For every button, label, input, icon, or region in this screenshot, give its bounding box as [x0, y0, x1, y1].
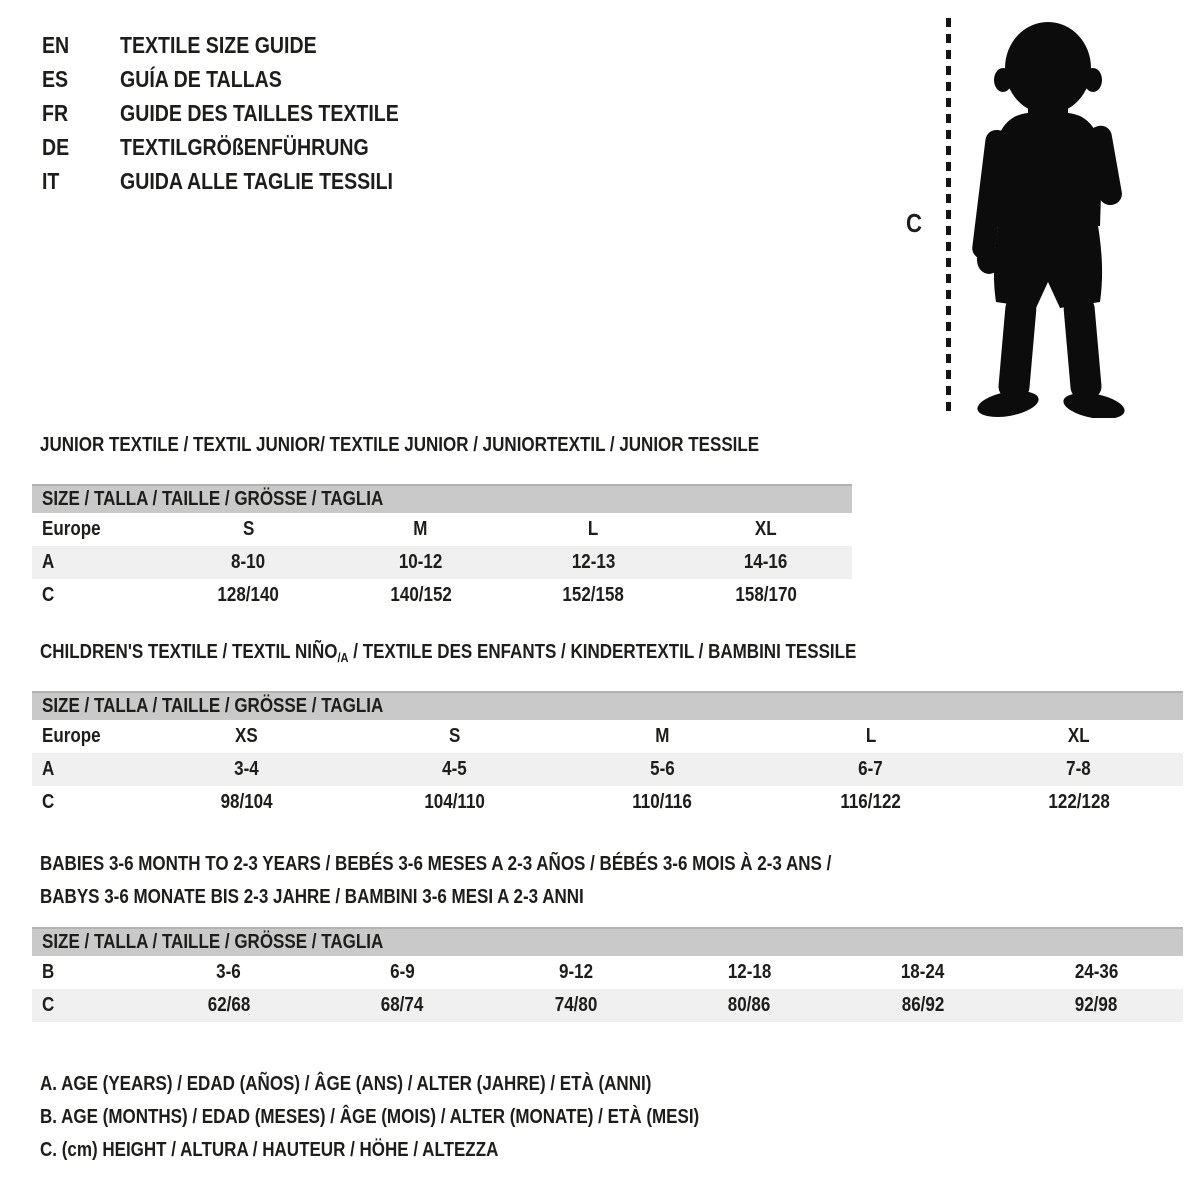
legend-line-a: A. AGE (YEARS) / EDAD (AÑOS) / ÂGE (ANS) / ALTER (JAHRE) / ETÀ (ANNI) [40, 1073, 652, 1095]
size-cell: S [448, 725, 460, 747]
size-cell: 3-4 [233, 758, 259, 780]
size-cell: L [865, 725, 876, 747]
lang-row-it [42, 164, 448, 198]
language-title-list [42, 28, 448, 198]
size-cell: M [413, 518, 428, 540]
size-cell: XS [234, 725, 258, 747]
size-cell: 62/68 [207, 994, 251, 1016]
row-label: A [42, 551, 55, 573]
size-header-band: SIZE / TALLA / TAILLE / GRÖSSE / TAGLIA [32, 927, 1183, 956]
children-size-table [32, 691, 1183, 819]
size-cell: L [588, 518, 599, 540]
size-cell: 152/158 [562, 584, 624, 606]
size-cell: 92/98 [1074, 994, 1118, 1016]
size-cell: S [242, 518, 254, 540]
table-row [32, 513, 852, 546]
size-cell: 128/140 [217, 584, 279, 606]
table-row [32, 989, 1183, 1022]
size-cell: 18-24 [901, 961, 945, 983]
size-cell: 104/110 [424, 791, 485, 813]
lang-title: GUÍA DE TALLAS [120, 65, 282, 92]
babies-section-title-line2: BABYS 3-6 MONATE BIS 2-3 JAHRE / BAMBINI 3-6 MESI A 2-3 ANNI [40, 886, 584, 908]
row-label: Europe [42, 518, 101, 540]
legend-line-c: C. (cm) HEIGHT / ALTURA / HAUTEUR / HÖHE / ALTEZZA [40, 1139, 499, 1161]
babies-size-table [32, 927, 1183, 1022]
size-cell: 24-36 [1074, 961, 1118, 983]
lang-code: FR [42, 99, 69, 126]
size-cell: 80/86 [727, 994, 771, 1016]
table-row [32, 753, 1183, 786]
size-cell: 7-8 [1066, 758, 1092, 780]
table-row [32, 720, 1183, 753]
size-cell: 8-10 [231, 551, 266, 573]
size-cell: 10-12 [399, 551, 443, 573]
size-cell: 74/80 [554, 994, 598, 1016]
lang-code: DE [42, 133, 70, 160]
row-label: C [42, 994, 55, 1016]
row-label: C [42, 791, 55, 813]
size-cell: 110/116 [632, 791, 693, 813]
height-measure-label: C [906, 208, 922, 238]
size-cell: XL [754, 518, 777, 540]
size-header-band: SIZE / TALLA / TAILLE / GRÖSSE / TAGLIA [32, 691, 1183, 720]
size-cell: 12-13 [571, 551, 615, 573]
row-label: Europe [42, 725, 101, 747]
size-cell: 68/74 [380, 994, 424, 1016]
lang-title: GUIDE DES TAILLES TEXTILE [120, 99, 399, 126]
lang-row-fr [42, 96, 448, 130]
babies-section-title-line1: BABIES 3-6 MONTH TO 2-3 YEARS / BEBÉS 3-6 MESES A 2-3 AÑOS / BÉBÉS 3-6 MOIS À 2-3 ANS / [40, 853, 832, 875]
size-cell: 3-6 [216, 961, 242, 983]
lang-title: TEXTILGRÖßENFÜHRUNG [120, 133, 369, 160]
size-cell: 158/170 [735, 584, 797, 606]
row-label: B [42, 961, 55, 983]
row-label: C [42, 584, 55, 606]
toddler-silhouette-icon [960, 14, 1140, 418]
size-cell: XL [1068, 725, 1090, 747]
legend-line-b: B. AGE (MONTHS) / EDAD (MESES) / ÂGE (MOIS) / ALTER (MONATE) / ETÀ (MESI) [40, 1106, 700, 1128]
size-cell: 5-6 [650, 758, 675, 780]
junior-size-table [32, 484, 852, 612]
lang-title: TEXTILE SIZE GUIDE [120, 31, 317, 58]
size-cell: 4-5 [442, 758, 467, 780]
row-label: A [42, 758, 55, 780]
lang-code: IT [42, 167, 60, 194]
children-section-title: CHILDREN'S TEXTILE / TEXTIL $NIÑO_{/A}$ / TEXTILE DES ENFANTS / KINDERTEXTIL / BAMBINI TESSILE [40, 641, 857, 665]
size-cell: 98/104 [220, 791, 273, 813]
table-row [32, 579, 852, 612]
size-cell: 116/122 [840, 791, 901, 813]
height-measure-dashed-line [946, 18, 951, 416]
size-cell: 12-18 [727, 961, 771, 983]
size-cell: 86/92 [901, 994, 945, 1016]
lang-code: EN [42, 31, 70, 58]
size-cell: 122/128 [1048, 791, 1110, 813]
size-cell: 6-7 [858, 758, 883, 780]
size-header-band: SIZE / TALLA / TAILLE / GRÖSSE / TAGLIA [32, 484, 852, 513]
measurement-legend [40, 1068, 816, 1167]
lang-row-en [42, 28, 448, 62]
lang-row-de [42, 130, 448, 164]
table-row [32, 786, 1183, 819]
size-cell: M [655, 725, 670, 747]
size-cell: 6-9 [389, 961, 415, 983]
table-row [32, 546, 852, 579]
size-cell: 140/152 [390, 584, 452, 606]
table-row [32, 956, 1183, 989]
size-cell: 9-12 [558, 961, 593, 983]
size-cell: 14-16 [744, 551, 788, 573]
lang-row-es [42, 62, 448, 96]
lang-title: GUIDA ALLE TAGLIE TESSILI [120, 167, 393, 194]
junior-section-title: JUNIOR TEXTILE / TEXTIL JUNIOR/ TEXTILE JUNIOR / JUNIORTEXTIL / JUNIOR TESSILE [40, 434, 760, 456]
lang-code: ES [42, 65, 69, 92]
nino-a-subscript: /A [337, 650, 349, 665]
